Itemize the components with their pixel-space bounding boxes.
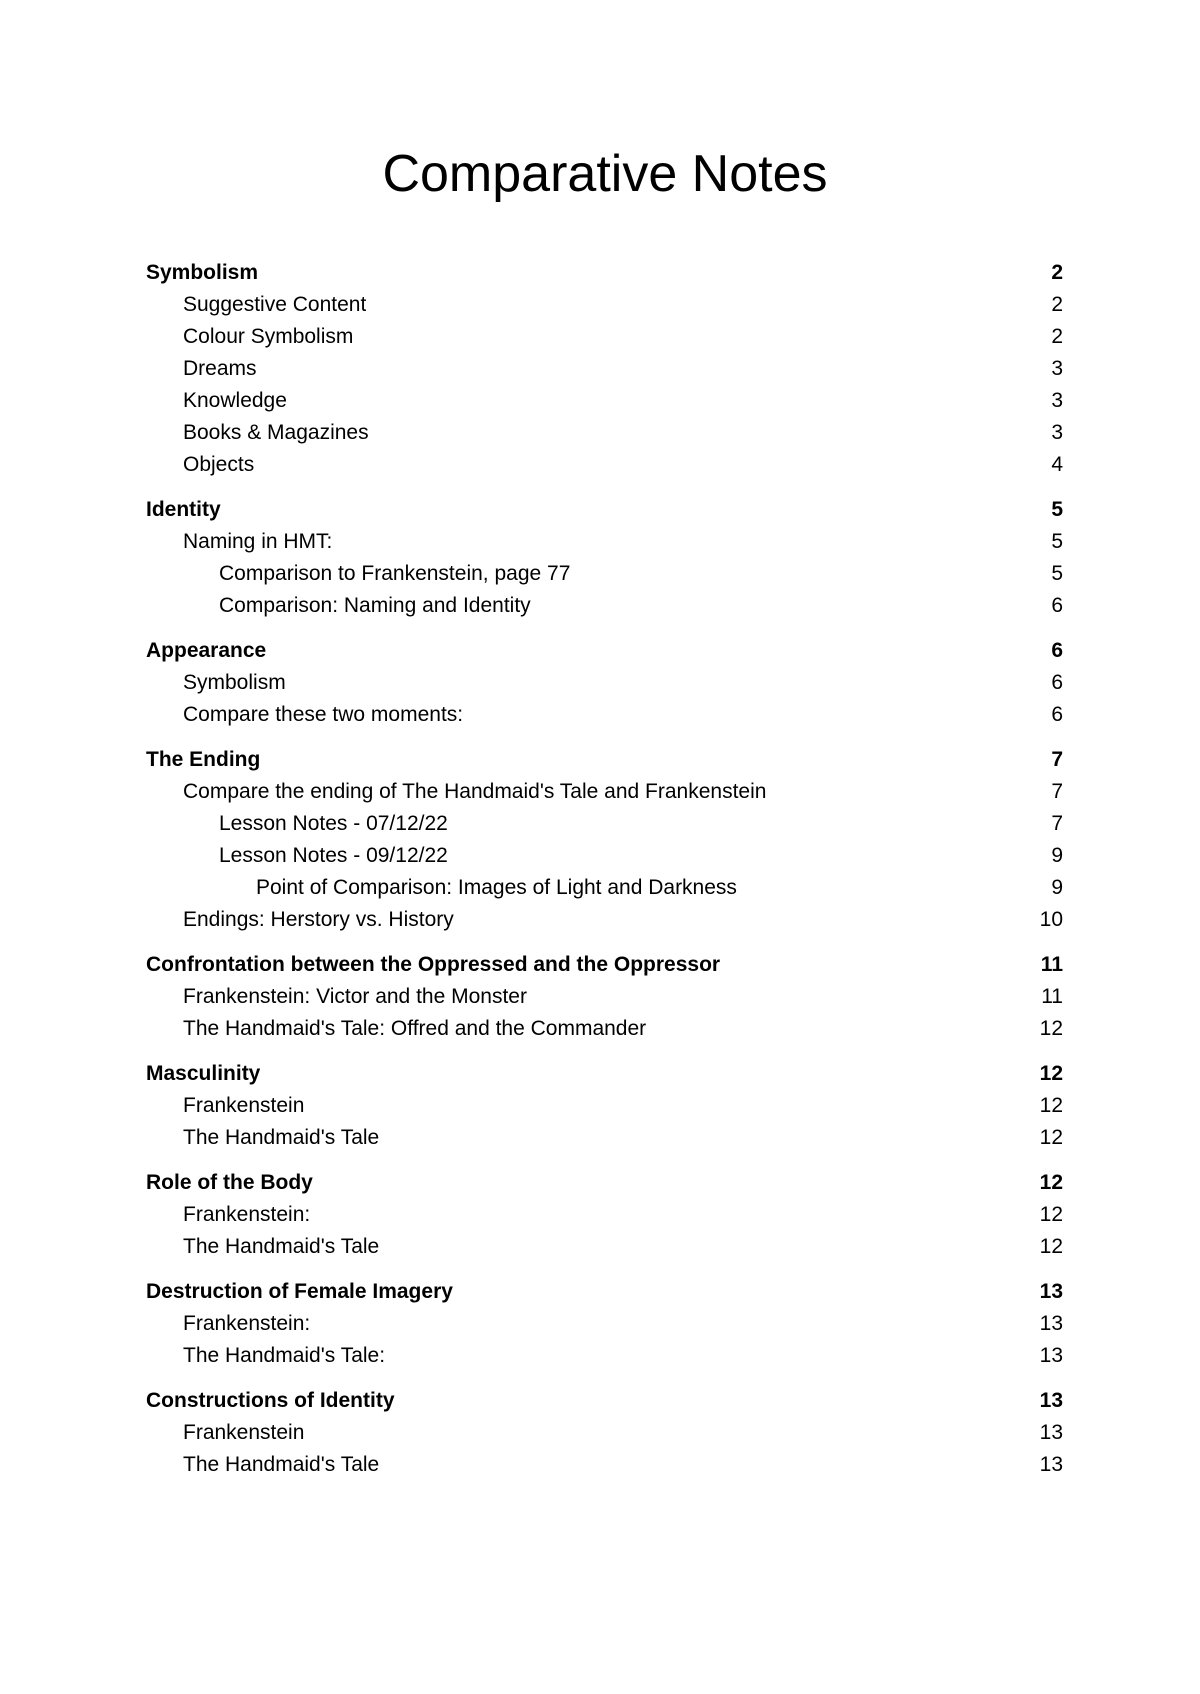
toc-entry[interactable]: [146, 558, 1063, 590]
toc-entry[interactable]: [146, 1449, 1063, 1481]
toc-heading[interactable]: [146, 257, 1063, 289]
toc-page-number: 13: [1039, 1453, 1063, 1476]
toc-heading[interactable]: [146, 744, 1063, 776]
toc-heading[interactable]: [146, 949, 1063, 981]
toc-entry-label: Lesson Notes - 09/12/22: [219, 844, 448, 867]
toc-entry-label: Naming in HMT:: [183, 530, 333, 553]
toc-entry[interactable]: [146, 353, 1063, 385]
toc-entry-label: The Handmaid's Tale: Offred and the Commander: [183, 1017, 647, 1040]
toc-heading-label: Masculinity: [146, 1062, 261, 1085]
toc-page-number: 12: [1039, 1235, 1063, 1258]
toc-entry[interactable]: [146, 590, 1063, 622]
toc-page-number: 2: [1051, 293, 1063, 316]
toc-entry[interactable]: [146, 321, 1063, 353]
toc-entry[interactable]: [146, 385, 1063, 417]
toc-heading[interactable]: [146, 1276, 1063, 1308]
toc-section-constructions-of-identity: [146, 1385, 1063, 1481]
toc-page-number: 4: [1051, 453, 1063, 476]
toc-heading-label: The Ending: [146, 748, 261, 771]
toc-entry-label: Books & Magazines: [183, 421, 369, 444]
toc-entry-label: Frankenstein:: [183, 1203, 311, 1226]
toc-page-number: 11: [1040, 953, 1063, 976]
toc-entry[interactable]: [146, 776, 1063, 808]
toc-page-number: 7: [1051, 780, 1063, 803]
toc-heading-label: Role of the Body: [146, 1171, 313, 1194]
document-title: Comparative Notes: [382, 145, 828, 203]
toc-heading-label: Symbolism: [146, 261, 259, 284]
toc-entry-label: Lesson Notes - 07/12/22: [219, 812, 448, 835]
toc-entry[interactable]: [146, 1417, 1063, 1449]
toc-page-number: 5: [1051, 498, 1063, 521]
toc-heading-label: Constructions of Identity: [146, 1389, 395, 1412]
toc-entry-label: Colour Symbolism: [183, 325, 354, 348]
toc-heading[interactable]: [146, 1167, 1063, 1199]
toc-page-number: 5: [1051, 562, 1063, 585]
toc-page-number: 12: [1039, 1017, 1063, 1040]
toc-page-number: 12: [1039, 1126, 1063, 1149]
toc-section-symbolism: [146, 257, 1063, 481]
toc-entry-label: Frankenstein: Victor and the Monster: [183, 985, 527, 1008]
toc-entry-label: The Handmaid's Tale: [183, 1453, 380, 1476]
toc-entry[interactable]: [146, 1231, 1063, 1263]
toc-page-number: 3: [1051, 421, 1063, 444]
toc-page-number: 3: [1051, 389, 1063, 412]
toc-entry-label: Frankenstein: [183, 1094, 305, 1117]
toc-entry-label: Suggestive Content: [183, 293, 367, 316]
toc-entry[interactable]: [146, 1199, 1063, 1231]
toc-page-number: 5: [1051, 530, 1063, 553]
toc-entry-label: Compare these two moments:: [183, 703, 464, 726]
toc-entry-label: Dreams: [183, 357, 257, 380]
toc-entry-label: Frankenstein:: [183, 1312, 311, 1335]
toc-entry[interactable]: [146, 808, 1063, 840]
toc-page-number: 6: [1051, 703, 1063, 726]
toc-page-number: 2: [1051, 325, 1063, 348]
toc-page-number: 2: [1051, 261, 1063, 284]
table-of-contents: [146, 257, 1063, 1494]
toc-entry[interactable]: [146, 981, 1063, 1013]
toc-entry-label: Symbolism: [183, 671, 286, 694]
toc-entry[interactable]: [146, 449, 1063, 481]
toc-page-number: 3: [1051, 357, 1063, 380]
toc-entry-label: The Handmaid's Tale: [183, 1235, 380, 1258]
toc-section-role-of-the-body: [146, 1167, 1063, 1263]
toc-entry-label: The Handmaid's Tale:: [183, 1344, 386, 1367]
toc-entry[interactable]: [146, 1340, 1063, 1372]
toc-heading[interactable]: [146, 494, 1063, 526]
toc-entry[interactable]: [146, 1308, 1063, 1340]
toc-page-number: 13: [1039, 1280, 1063, 1303]
toc-entry[interactable]: [146, 417, 1063, 449]
toc-entry-label: Objects: [183, 453, 255, 476]
toc-page-number: 9: [1051, 844, 1063, 867]
toc-entry-label: Point of Comparison: Images of Light and Darkness: [256, 876, 737, 899]
toc-page-number: 7: [1051, 748, 1063, 771]
toc-section-the-ending: [146, 744, 1063, 936]
toc-section-confrontation: [146, 949, 1063, 1045]
toc-entry[interactable]: [146, 1013, 1063, 1045]
toc-section-appearance: [146, 635, 1063, 731]
toc-page-number: 13: [1039, 1389, 1063, 1412]
toc-heading[interactable]: [146, 635, 1063, 667]
toc-page-number: 11: [1041, 985, 1063, 1008]
toc-entry[interactable]: [146, 1090, 1063, 1122]
toc-entry[interactable]: [146, 699, 1063, 731]
toc-entry-label: The Handmaid's Tale: [183, 1126, 380, 1149]
toc-heading-label: Destruction of Female Imagery: [146, 1280, 453, 1303]
toc-entry[interactable]: [146, 840, 1063, 872]
toc-section-destruction-of-female-imagery: [146, 1276, 1063, 1372]
toc-page-number: 13: [1039, 1312, 1063, 1335]
toc-heading-label: Confrontation between the Oppressed and the Oppressor: [146, 953, 721, 976]
toc-page-number: 10: [1039, 908, 1063, 931]
toc-page-number: 13: [1039, 1344, 1063, 1367]
toc-entry-label: Frankenstein: [183, 1421, 305, 1444]
toc-entry[interactable]: [146, 872, 1063, 904]
toc-entry-label: Compare the ending of The Handmaid's Tale and Frankenstein: [183, 780, 767, 803]
toc-page-number: 6: [1051, 671, 1063, 694]
toc-entry[interactable]: [146, 667, 1063, 699]
toc-entry-label: Comparison: Naming and Identity: [219, 594, 531, 617]
toc-section-identity: [146, 494, 1063, 622]
toc-entry[interactable]: [146, 526, 1063, 558]
toc-page-number: 12: [1039, 1094, 1063, 1117]
toc-page-number: 6: [1051, 639, 1063, 662]
toc-section-masculinity: [146, 1058, 1063, 1154]
toc-page-number: 12: [1039, 1171, 1063, 1194]
toc-page-number: 9: [1051, 876, 1063, 899]
toc-entry-label: Endings: Herstory vs. History: [183, 908, 454, 931]
toc-entry[interactable]: [146, 904, 1063, 936]
toc-entry-label: Comparison to Frankenstein, page 77: [219, 562, 571, 585]
toc-entry[interactable]: [146, 289, 1063, 321]
toc-heading-label: Appearance: [146, 639, 267, 662]
toc-entry-label: Knowledge: [183, 389, 287, 412]
toc-heading[interactable]: [146, 1385, 1063, 1417]
toc-heading-label: Identity: [146, 498, 221, 521]
toc-page-number: 6: [1051, 594, 1063, 617]
toc-page-number: 13: [1039, 1421, 1063, 1444]
toc-page-number: 12: [1039, 1062, 1063, 1085]
toc-heading[interactable]: [146, 1058, 1063, 1090]
toc-page-number: 12: [1039, 1203, 1063, 1226]
toc-entry[interactable]: [146, 1122, 1063, 1154]
toc-page-number: 7: [1051, 812, 1063, 835]
